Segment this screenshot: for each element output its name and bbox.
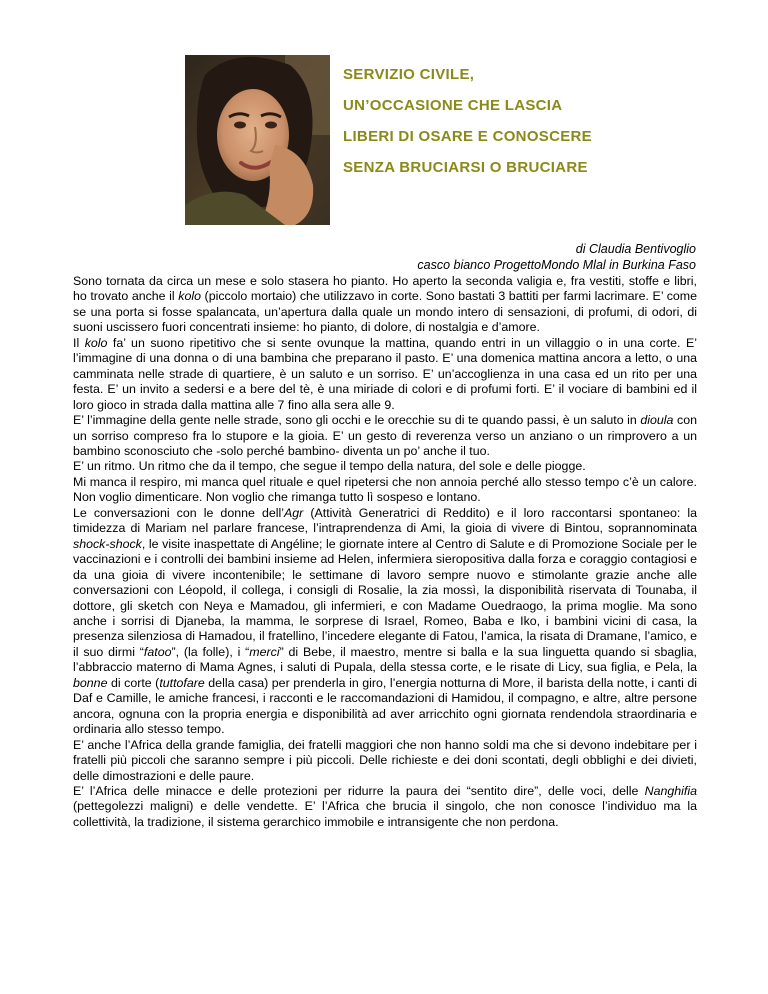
text-run: Il	[73, 335, 85, 350]
body-paragraph	[73, 274, 697, 336]
text-run: E’ anche l’Africa della grande famiglia, dei fratelli maggiori che non hanno soldi ma che si devono indebitare per i fratelli più piccoli che saranno sempre i più piccoli. Delle richieste e dei doni scontati, degli obblighi e dei divieti, delle dimostrazioni e delle paure.	[73, 737, 697, 783]
text-run: Le conversazioni con le donne dell’	[73, 505, 285, 520]
title-line: LIBERI DI OSARE E CONOSCERE	[343, 128, 592, 145]
body-paragraph	[73, 336, 697, 413]
text-run: ”, (la folle), i “	[171, 644, 250, 659]
text-run: di corte (	[107, 675, 160, 690]
byline	[417, 241, 696, 273]
text-run: Sono tornata da circa un mese e solo stasera ho pianto. Ho aperto la seconda valigia e, fra vestiti, stoffe e libri, ho trovato anche il	[73, 274, 697, 304]
text-run: con un sorriso compreso fra lo stupore e la gioia. E’ un gesto di reverenza verso un anziano o un rimprovero a un bambino sconosciuto che -solo perché bambino- diventa un po’ anche il tuo.	[73, 413, 697, 458]
text-run: , le visite inaspettate di Angéline; le giornate intere al Centro di Salute e di Promozione Sociale per le vaccinazioni e i controlli dei bambini insieme ad Helen, infermiera sieropositiva dalla forza e coraggio contagiosi e da una gioia di vivere incontenibile; le settimane di lavoro sempre nuovo e stimolante grazie anche alle conversazioni con Léopold, il collega, i consigli di Rosalie, la zia mossì, la disponibilità riservata di Tounaba, il dottore, gli sketch con Neya e Mamadou, gli infermieri, e con Madame Ouedraogo, la prima moglie. Ma sono anche i sorrisi di Djaneba, la mamma, le sorprese di Israel, Romeo, Baba e Iko, i bambini vicini di casa, la presenza silenziosa di Hamadou, il fratellino, l’incedere elegante di Fatou, l’amica, la risata di Dramane, l’amico, e il suo dirmi “	[73, 536, 697, 659]
text-run: (Attività Generatrici di Reddito) e il loro raccontarsi spontaneo: la timidezza di Mariam nel parlare francese, l’intraprendenza di Ami, la gioia di vivere di Bintou, soprannominata	[73, 505, 698, 536]
byline-role: casco bianco ProgettoMondo Mlal in Burkina Faso	[417, 258, 696, 272]
body-paragraph	[73, 413, 697, 459]
body-paragraph	[73, 475, 697, 506]
italic-term: kolo	[178, 289, 201, 304]
text-run: della casa) per prenderla in giro, l’energia notturna di More, il barista della notte, i canti di Daf e Camille, le amiche francesi, i racconti e le raccomandazioni di Hamidou, il compagno, e altre, altre persone ancora, ognuna con la propria energia e disponibilità ad aver arricchito ogni giornata rendendola straordinaria e ordinaria allo stesso tempo.	[73, 675, 697, 737]
italic-term: Nanghifia	[644, 783, 697, 798]
text-run: (piccolo mortaio) che utilizzavo in corte. Sono bastati 3 battiti per farmi lacrimare. E’ come se una porta si fosse spalancata, un’apertura dalla quale un mondo intero di sensazioni, di profumi, di odori, di suoni uscissero fuori concentrati insieme: ho pianto, di dolore, di nostalgia e d’amore.	[73, 289, 697, 335]
italic-term: fatoo	[143, 644, 172, 659]
title-line: SERVIZIO CIVILE,	[343, 66, 475, 83]
title-line: SENZA BRUCIARSI O BRUCIARE	[343, 159, 588, 176]
italic-term: dioula	[640, 413, 674, 428]
portrait-image	[185, 55, 330, 225]
text-run: Mi manca il respiro, mi manca quel rituale e quel ripetersi che non annoia perché allo stesso tempo c’è un calore. Non voglio dimenticare. Non voglio che rimanga tutto lì sospeso e lontano.	[73, 474, 697, 505]
byline-author: di Claudia Bentivoglio	[575, 242, 696, 256]
italic-term: tuttofare	[159, 675, 205, 690]
body-paragraph	[73, 738, 697, 784]
text-run: (pettegolezzi maligni) e delle vendette. E’ l’Africa che brucia il singolo, che non conosce l’individuo ma la collettività, la tradizione, il sistema gerarchico immobile e intransigente che non perdona.	[73, 799, 697, 829]
author-photo	[185, 55, 330, 225]
text-run: fa’ un suono ripetitivo che si sente ovunque la mattina, quando entri in un villaggio o in una corte. E’ l’immagine di una donna o di una bambina che preparano il pasto. E’ una domenica mattina ancora a letto, o una camminata nelle strade di quartiere, è un saluto e un sorriso. E’ un’accoglienza in una casa ed un rito per una festa. E’ un invito a sedersi e a bere del tè, è una miriade di colori e di profumi forti. E’ il vociare di bambini ed il loro gioco in strada dalla mattina alle 7 fino alla sera alle 9.	[73, 335, 698, 412]
italic-term: shock-shock	[73, 536, 142, 551]
text-run: E’ l’immagine della gente nelle strade, sono gli occhi e le orecchie su di te quando passi, è un saluto in	[73, 413, 641, 428]
article-body	[73, 274, 697, 830]
body-paragraph	[73, 784, 697, 830]
italic-term: bonne	[73, 675, 108, 690]
italic-term: Agr	[284, 505, 304, 520]
text-run: ” di Bebe, il maestro, mentre si balla e la sua linguetta quando si sbaglia, l’abbraccio materno di Mama Agnes, i saluti di Pupala, della stessa corte, e le risate di Licy, sua figlia, e Pela, la	[73, 644, 697, 675]
italic-term: merci	[249, 644, 280, 659]
article-title	[343, 60, 743, 183]
italic-term: kolo	[84, 335, 108, 350]
text-run: E’ un ritmo. Un ritmo che da il tempo, che segue il tempo della natura, del sole e delle piogge.	[73, 459, 586, 474]
text-run: E’ l’Africa delle minacce e delle protezioni per ridurre la paura dei “sentito dire”, delle voci, delle	[73, 783, 645, 798]
body-paragraph	[73, 506, 697, 738]
body-paragraph	[73, 459, 697, 474]
title-line: UN’OCCASIONE CHE LASCIA	[343, 97, 563, 114]
